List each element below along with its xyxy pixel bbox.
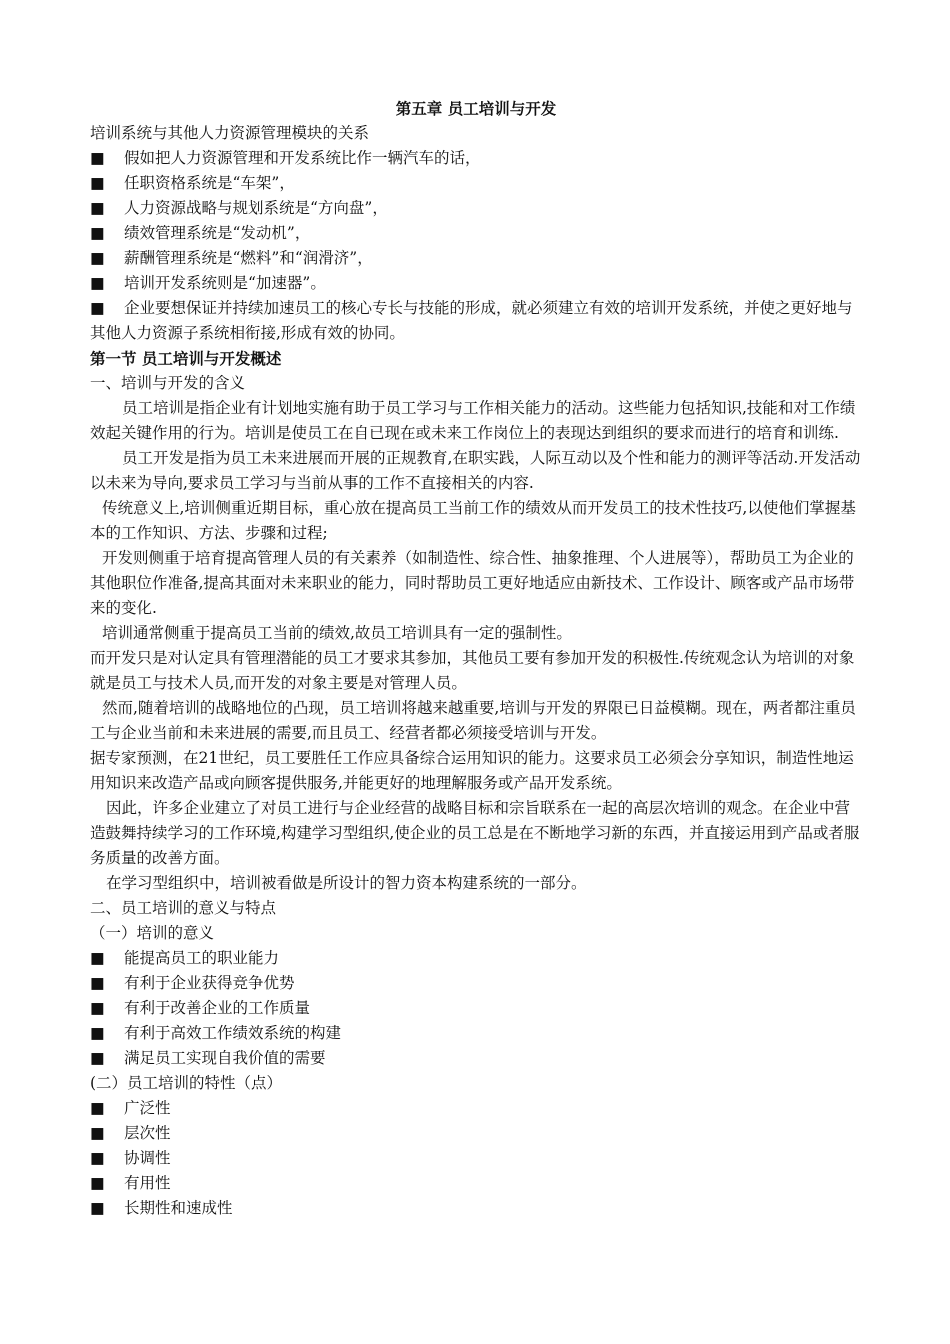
list-item: ■ 能提高员工的职业能力 xyxy=(90,946,862,971)
paragraph: 开发则侧重于培育提高管理人员的有关素养（如制造性、综合性、抽象推理、个人进展等），帮助员工为企业的其他职位作准备,提高其面对未来职业的能力，同时帮助员工更好地适应由新技术、工作设计、顾客或产品市场带来的变化. xyxy=(90,549,855,617)
list-item: ■ 有利于高效工作绩效系统的构建 xyxy=(90,1021,862,1046)
list-item: ■ 长期性和速成性 xyxy=(90,1196,862,1221)
list-item: ■ 有利于企业获得竞争优势 xyxy=(90,971,862,996)
list-item: ■ 假如把人力资源管理和开发系统比作一辆汽车的话， xyxy=(90,146,862,171)
paragraph: 传统意义上,培训侧重近期目标，重心放在提高员工当前工作的绩效从而开发员工的技术性技巧,以使他们掌握基本的工作知识、方法、步骤和过程; xyxy=(90,499,856,542)
bullet-icon: ■ xyxy=(90,1049,105,1067)
list-item: ■ 层次性 xyxy=(90,1121,862,1146)
list-item: ■ 有利于改善企业的工作质量 xyxy=(90,996,862,1021)
subsection-heading: 二、员工培训的意义与特点 xyxy=(90,899,277,917)
section-heading: 第一节 员工培训与开发概述 xyxy=(90,349,282,368)
subsection-heading: （一）培训的意义 xyxy=(90,924,215,942)
list-item: ■ 企业要想保证并持续加速员工的核心专长与技能的形成，就必须建立有效的培训开发系统，并使之更好地与其他人力资源子系统相衔接,形成有效的协同。 xyxy=(90,296,862,346)
list-item: ■ 培训开发系统则是“加速器”。 xyxy=(90,271,862,296)
paragraph: 员工开发是指为员工未来进展而开展的正规教育,在职实践，人际互动以及个性和能力的测评等活动.开发活动以未来为导向,要求员工学习与当前从事的工作不直接相关的内容. xyxy=(90,449,861,492)
chapter-title: 第五章 员工培训与开发 xyxy=(395,99,557,118)
bullet-icon: ■ xyxy=(90,199,105,217)
bullet-icon: ■ xyxy=(90,1099,105,1117)
list-item: ■ 有用性 xyxy=(90,1171,862,1196)
paragraph: 员工培训是指企业有计划地实施有助于员工学习与工作相关能力的活动。这些能力包括知识,技能和对工作绩效起关键作用的行为。培训是使员工在自已现在或未来工作岗位上的表现达到组织的要求而进行的培育和训练. xyxy=(90,399,856,442)
bullet-icon: ■ xyxy=(90,974,105,992)
bullet-icon: ■ xyxy=(90,149,105,167)
document-page xyxy=(90,96,862,1221)
list-item: ■ 满足员工实现自我价值的需要 xyxy=(90,1046,862,1071)
bullet-icon: ■ xyxy=(90,274,105,292)
bullet-icon: ■ xyxy=(90,1024,105,1042)
bullet-icon: ■ xyxy=(90,1149,105,1167)
paragraph: 培训通常侧重于提高员工当前的绩效,故员工培训具有一定的强制性。 xyxy=(102,624,572,642)
list-item: ■ 协调性 xyxy=(90,1146,862,1171)
bullet-icon: ■ xyxy=(90,299,105,317)
bullet-icon: ■ xyxy=(90,1124,105,1142)
intro-heading: 培训系统与其他人力资源管理模块的关系 xyxy=(90,124,370,142)
bullet-icon: ■ xyxy=(90,249,105,267)
bullet-icon: ■ xyxy=(90,174,105,192)
list-item: ■ 绩效管理系统是“发动机”， xyxy=(90,221,862,246)
subsection-heading: (二）员工培训的特性（点） xyxy=(90,1074,283,1092)
bullet-icon: ■ xyxy=(90,999,105,1017)
bullet-icon: ■ xyxy=(90,1199,105,1217)
bullet-icon: ■ xyxy=(90,949,105,967)
list-item: ■ 广泛性 xyxy=(90,1096,862,1121)
paragraph: 而开发只是对认定具有管理潜能的员工才要求其参加，其他员工要有参加开发的积极性.传统观念认为培训的对象就是员工与技术人员,而开发的对象主要是对管理人员。 xyxy=(90,649,855,692)
list-item: ■ 人力资源战略与规划系统是“方向盘”， xyxy=(90,196,862,221)
paragraph: 然而,随着培训的战略地位的凸现，员工培训将越来越重要,培训与开发的界限已日益模糊。现在，两者都注重员工与企业当前和未来进展的需要,而且员工、经营者都必须接受培训与开发。 xyxy=(90,699,856,742)
bullet-icon: ■ xyxy=(90,224,105,242)
list-item: ■ 薪酬管理系统是“燃料”和“润滑济”， xyxy=(90,246,862,271)
subsection-heading: 一、培训与开发的含义 xyxy=(90,374,246,392)
paragraph: 因此，许多企业建立了对员工进行与企业经营的战略目标和宗旨联系在一起的高层次培训的观念。在企业中营造鼓舞持续学习的工作环境,构建学习型组织,使企业的员工总是在不断地学习新的东西，并直接运用到产品或者服务质量的改善方面。 xyxy=(90,799,860,867)
bullet-icon: ■ xyxy=(90,1174,105,1192)
list-item: ■ 任职资格系统是“车架”， xyxy=(90,171,862,196)
paragraph: 在学习型组织中，培训被看做是所设计的智力资本构建系统的一部分。 xyxy=(106,874,587,892)
paragraph: 据专家预测，在21世纪，员工要胜任工作应具备综合运用知识的能力。这要求员工必须会分享知识，制造性地运用知识来改造产品或向顾客提供服务,并能更好的地理解服务或产品开发系统。 xyxy=(90,749,854,792)
